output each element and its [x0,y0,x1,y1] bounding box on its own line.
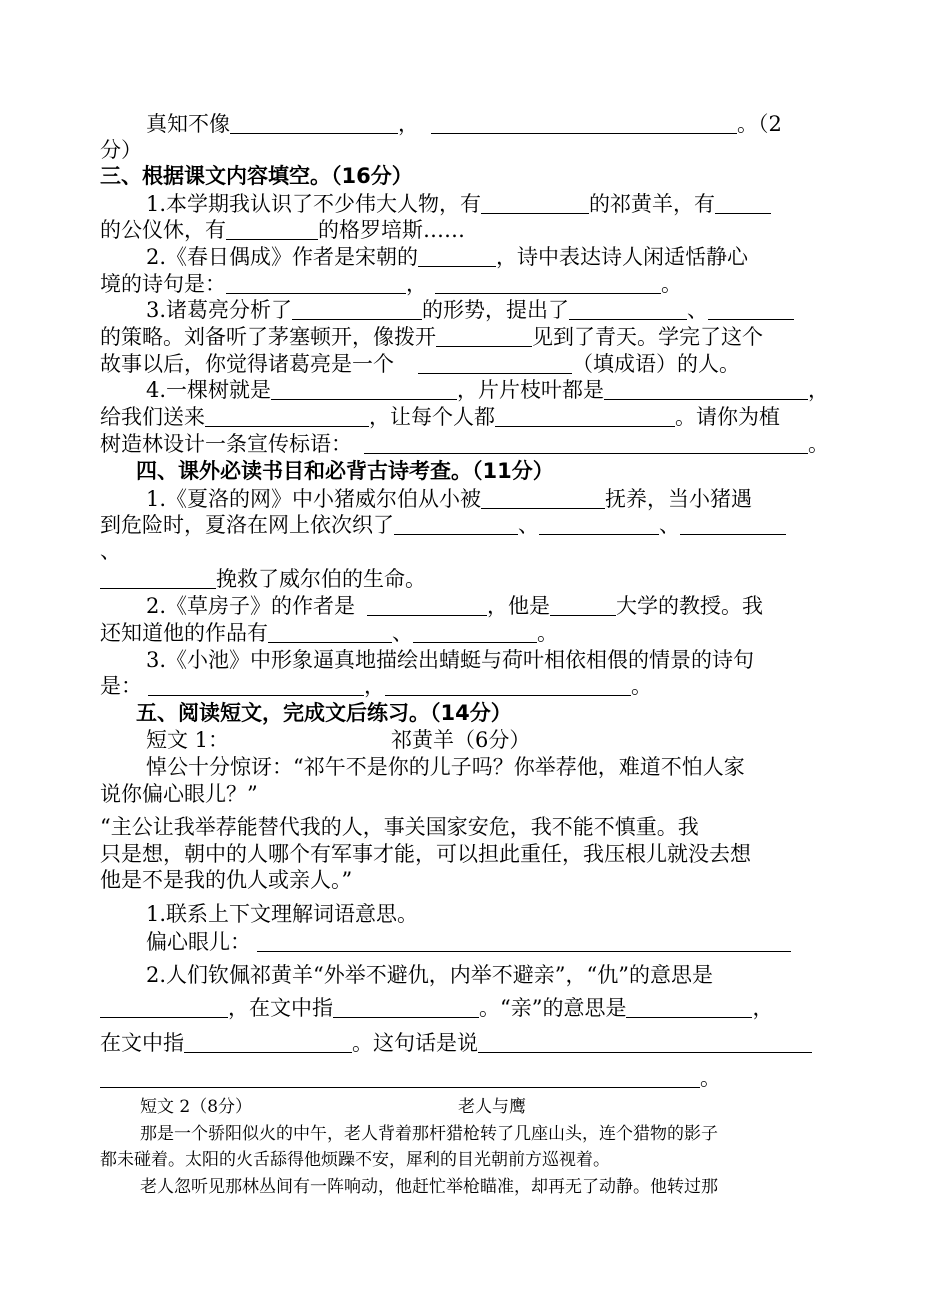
answer-blank[interactable] [268,622,392,643]
answer-blank[interactable] [205,406,369,427]
text: 还知道他的作品有 [100,621,268,645]
answer-blank[interactable] [367,595,487,616]
text: 3.诸葛亮分析了 [146,298,293,322]
text-line [100,216,465,244]
passage-title: 祁黄羊（6分） [391,728,531,752]
text: 见到了青天。学完了这个 [532,325,763,349]
answer-blank[interactable] [394,514,518,535]
answer-blank[interactable] [478,1032,812,1053]
answer-blank[interactable] [148,675,364,696]
text: 的祁黄羊，有 [589,192,716,216]
text: （填成语）的人。 [572,352,740,376]
text-line [100,323,763,351]
answer-blank[interactable] [431,113,737,134]
answer-blank[interactable] [569,299,687,320]
text: 真知不像 [146,112,230,136]
text: 2.《春日偶成》作者是宋朝的 [146,245,419,269]
answer-blank[interactable] [436,326,532,347]
text: 的格罗培斯…… [318,218,465,242]
answer-blank[interactable] [715,193,771,214]
text-line: 、 [100,539,121,563]
text-line: 悼公十分惊讶：“祁午不是你的儿子吗？你举荐他，难道不怕人家 [146,755,745,779]
text-line [100,565,426,593]
answer-blank[interactable] [481,488,605,509]
text-line: 老人忽听见那林丛间有一阵响动，他赶忙举枪瞄准，却再无了动静。他转过那 [140,1177,718,1197]
section-heading: 三、根据课文内容填空。（16分） [100,164,413,188]
text-line [146,485,752,513]
answer-blank[interactable] [385,675,631,696]
text: ， [398,112,419,136]
section-heading: 五、阅读短文，完成文后练习。（14分） [136,701,512,725]
text: 、 [392,621,413,645]
text: 到危险时，夏洛在网上依次织了 [100,513,394,537]
text: 的策略。刘备听了茅塞顿开，像拨开 [100,325,436,349]
text-line [100,1029,812,1057]
text: 。 [808,432,829,456]
answer-blank[interactable] [495,406,675,427]
text: 境的诗句是： [100,272,226,296]
text: 。 [537,621,558,645]
text: 偏心眼儿： [146,930,251,954]
text: ， [752,996,774,1020]
text: 短文 2（8分） [140,1097,253,1117]
answer-blank[interactable] [708,299,794,320]
text-line [100,619,558,647]
text-line [100,350,740,378]
text: 、 [518,513,539,537]
passage-title: 老人与鹰 [458,1097,527,1117]
answer-blank[interactable] [604,379,808,400]
text: ，片片枝叶都是 [457,378,605,402]
answer-blank[interactable] [333,997,479,1018]
answer-blank[interactable] [271,379,457,400]
text-line: 他是不是我的仇人或亲人。” [100,868,353,892]
text-line [146,592,763,620]
text: 抚养，当小猪遇 [605,487,753,511]
text: 。 [631,674,652,698]
answer-blank[interactable] [539,514,659,535]
answer-blank[interactable] [626,997,752,1018]
text-line [146,190,771,218]
text-line: 只是想，朝中的人哪个有军事才能，可以担此重任，我压根儿就没去想 [100,842,751,866]
answer-blank[interactable] [418,353,572,374]
text-line [100,511,786,539]
text-line: 2.人们钦佩祁黄羊“外举不避仇，内举不避亲”，“仇”的意思是 [146,963,713,987]
text: ， [808,378,830,402]
text-line: 说你偏心眼儿？” [100,782,258,806]
answer-blank[interactable] [435,273,661,294]
answer-blank[interactable] [257,931,791,952]
text: 。 [661,272,682,296]
text: 大学的教授。我 [616,594,764,618]
text-line: 那是一个骄阳似火的中午，老人背着那杆猎枪转了几座山头，连个猎物的影子 [140,1124,718,1144]
text-line: 分） [100,138,142,162]
text-line [146,110,782,138]
text: 、 [659,513,680,537]
answer-blank[interactable] [481,193,589,214]
text: 。（2 [737,112,782,136]
text-line: “主公让我举荐能替代我的人，事关国家安危，我不能不慎重。我 [100,815,699,839]
text-line [146,243,748,271]
text: 、 [687,298,709,322]
text: ， [364,674,385,698]
text-line [100,994,773,1022]
answer-blank[interactable] [100,997,228,1018]
text: ，他是 [487,594,551,618]
text-line [146,376,829,404]
text-line: 3.《小池》中形象逼真地描绘出蜻蜓与荷叶相依相偎的情景的诗句 [146,648,755,672]
answer-blank[interactable] [226,273,406,294]
text: 树造林设计一条宣传标语： [100,432,352,456]
text: 给我们送来 [100,405,205,429]
text-line [100,672,652,700]
answer-blank[interactable] [292,299,422,320]
answer-blank[interactable] [680,514,786,535]
text: 挽救了威尔伯的生命。 [216,567,426,591]
text: ，在文中指 [228,996,333,1020]
answer-blank[interactable] [226,219,318,240]
text-line [100,430,829,458]
text: ， [406,272,427,296]
text-line: 1.联系上下文理解词语意思。 [146,902,419,926]
text: 。“亲”的意思是 [479,996,627,1020]
text: 2.《草房子》的作者是 [146,594,356,618]
text: 4.一棵树就是 [146,378,272,402]
answer-blank[interactable] [418,246,496,267]
answer-blank[interactable] [100,568,216,589]
answer-blank[interactable] [100,1067,700,1088]
answer-blank[interactable] [230,113,398,134]
text-line [100,270,682,298]
section-heading: 四、课外必读书目和必背古诗考查。（11分） [136,459,554,483]
text: ，诗中表达诗人闲适恬静心 [496,245,749,269]
text: 在文中指 [100,1031,184,1055]
text: ，让每个人都 [369,405,495,429]
text: 短文 1： [146,728,230,752]
text: 1.《夏洛的网》中小猪威尔伯从小被 [146,487,482,511]
answer-blank[interactable] [550,595,616,616]
text-line [146,928,791,956]
text: 的公仪休，有 [100,218,226,242]
text-line [100,403,780,431]
text-line [146,296,794,324]
text-line [100,1064,721,1092]
answer-blank[interactable] [413,622,537,643]
text: 。这句话是说 [352,1031,478,1055]
answer-blank[interactable] [364,433,808,454]
text: 。请你为植 [675,405,780,429]
answer-blank[interactable] [184,1032,352,1053]
text-line: 都未碰着。太阳的火舌舔得他烦躁不安，犀利的目光朝前方巡视着。 [100,1150,610,1170]
text: 故事以后，你觉得诸葛亮是一个 [100,352,394,376]
text: 。 [700,1066,721,1090]
text-line [146,726,530,754]
text: 1.本学期我认识了不少伟大人物，有 [146,192,482,216]
text-line [140,1095,526,1119]
text: 的形势，提出了 [422,298,570,322]
text: 是： [100,674,142,698]
